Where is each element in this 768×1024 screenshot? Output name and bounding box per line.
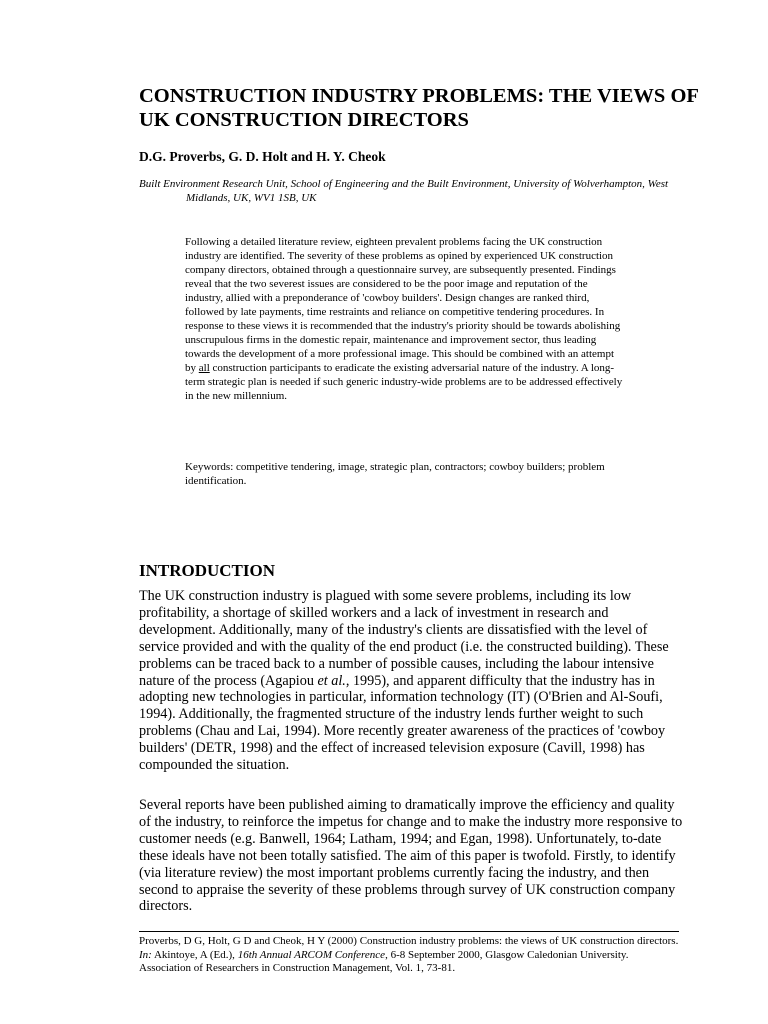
- citation-footnote: [139, 935, 679, 976]
- footnote-text-c: , 6-8 September 2000, Glasgow Caledonian University. Association of Researchers in Construction Management, Vol. 1, 73-81.: [139, 948, 629, 975]
- section-heading-introduction: INTRODUCTION: [139, 561, 276, 580]
- abstract-text-1: Following a detailed literature review, eighteen prevalent problems facing the UK construction industry are identified. The severity of these problems as opined by experienced UK construction company directors, obtained through a questionnaire survey, are subsequently presented. Findings reveal that the two severest issues are considered to be the poor image and reputation of the industry, allied with a preponderance of 'cowboy builders'. Design changes are ranked third, followed by late payments, time restraints and reliance on competitive tendering procedures. In response to these views it is recommended that the industry's priority should be towards abolishing unscrupulous firms in the domestic repair, maintenance and improvement sector, thus leading towards the development of a more professional image. This should be combined with an attempt by: [185, 236, 621, 374]
- intro-p1-text-b: , 1995), and apparent difficulty that the industry has in adopting new technologies in particular, information technology (IT) (O'Brien and Al-Soufi, 1994). Additionally, the fragmented structure of the industry lends further weight to such problems (Chau and Lai, 1994). More recently greater awareness of the practices of 'cowboy builders' (DETR, 1998) and the effect of increased television exposure (Cavill, 1998) has compounded the situation.: [139, 672, 666, 774]
- affiliation: Built Environment Research Unit, School of Engineering and the Built Environment, University of Wolverhampton, West Midlands, UK, WV1 1SB, UK: [139, 178, 669, 204]
- footnote-text-b: Akintoye, A (Ed.),: [151, 948, 238, 961]
- intro-paragraph-1: [139, 588, 685, 774]
- abstract-underlined-word: all: [198, 362, 210, 374]
- abstract: [185, 235, 625, 403]
- footnote-text-a: Proverbs, D G, Holt, G D and Cheok, H Y (2000) Construction industry problems: the views of UK construction directors.: [139, 935, 679, 947]
- paper-title: CONSTRUCTION INDUSTRY PROBLEMS: THE VIEWS OF UK CONSTRUCTION DIRECTORS: [139, 85, 699, 131]
- intro-p1-text-a: The UK construction industry is plagued with some severe problems, including its low profitability, a shortage of skilled workers and a lack of investment in research and development. Additionally, many of the industry's clients are dissatisfied with the level of service provided and with the quality of the end product (i.e. the constructed building). These problems can be traced back to a number of possible causes, including the labour intensive nature of the process (Agapiou: [139, 588, 669, 689]
- intro-p1-etal: et al.: [317, 672, 346, 689]
- abstract-text-2: construction participants to eradicate the existing adversarial nature of the industry. A long-term strategic plan is needed if such generic industry-wide problems are to be addressed effectively in the new millennium.: [185, 362, 623, 402]
- footnote-in: In:: [139, 948, 152, 961]
- author-list: D.G. Proverbs, G. D. Holt and H. Y. Cheok: [139, 149, 386, 164]
- footnote-conference: 16th Annual ARCOM Conference: [237, 948, 386, 961]
- footnote-divider: [139, 931, 679, 932]
- intro-paragraph-2: Several reports have been published aiming to dramatically improve the efficiency and quality of the industry, to reinforce the impetus for change and to make the industry more responsive to customer needs (e.g. Banwell, 1964; Latham, 1994; and Egan, 1998). Unfortunately, to-date these ideals have not been totally satisfied. The aim of this paper is twofold. Firstly, to identify (via literature review) the most important problems currently facing the industry, and then second to appraise the severity of these problems through survey of UK construction company directors.: [139, 797, 683, 915]
- keywords: Keywords: competitive tendering, image, strategic plan, contractors; cowboy builders; problem identification.: [185, 461, 605, 487]
